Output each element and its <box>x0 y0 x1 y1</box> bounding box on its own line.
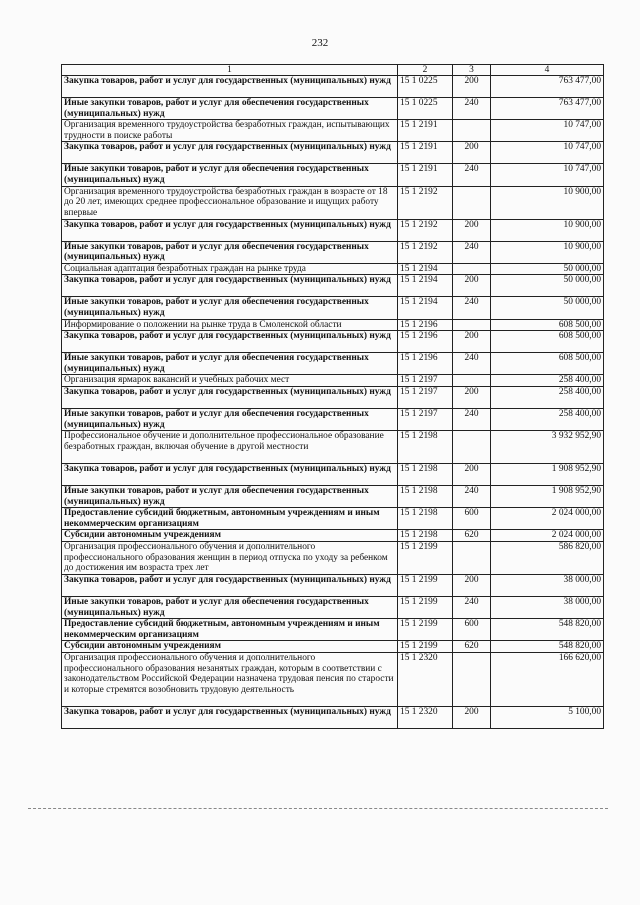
row-type-cell: 600 <box>453 508 491 530</box>
page-number: 232 <box>311 37 329 49</box>
table-row <box>62 619 604 641</box>
row-code-cell: 15 1 0225 <box>398 98 453 120</box>
row-type-cell: 620 <box>453 641 491 653</box>
table-row <box>62 530 604 542</box>
row-amount-cell: 608 500,00 <box>491 353 604 375</box>
row-type-cell: 600 <box>453 619 491 641</box>
row-name-cell: Социальная адаптация безработных граждан на рынке труда <box>62 263 398 275</box>
row-amount-cell: 38 000,00 <box>491 597 604 619</box>
row-name-cell: Организация профессионального обучения и дополнительного профессионального образования женщин в период отпуска по уходу за ребенком до достижения им возраста трех лет <box>62 542 398 575</box>
row-name-cell: Информирование о положении на рынке труда в Смоленской области <box>62 319 398 331</box>
row-type-cell: 240 <box>453 164 491 186</box>
row-type-cell: 200 <box>453 219 491 241</box>
row-amount-cell: 38 000,00 <box>491 575 604 597</box>
row-name-cell: Иные закупки товаров, работ и услуг для обеспечения государственных (муниципальных) нужд <box>62 408 398 430</box>
row-name-cell: Закупка товаров, работ и услуг для государственных (муниципальных) нужд <box>62 142 398 164</box>
row-amount-cell: 166 620,00 <box>491 653 604 707</box>
row-type-cell: 240 <box>453 241 491 263</box>
table-row <box>62 408 604 430</box>
row-amount-cell: 2 024 000,00 <box>491 530 604 542</box>
row-amount-cell: 258 400,00 <box>491 375 604 387</box>
row-amount-cell: 1 908 952,90 <box>491 486 604 508</box>
row-name-cell: Предоставление субсидий бюджетным, автономным учреждениям и иным некоммерческим организациям <box>62 508 398 530</box>
row-amount-cell: 763 477,00 <box>491 76 604 98</box>
table-row <box>62 575 604 597</box>
row-type-cell <box>453 431 491 464</box>
row-amount-cell: 5 100,00 <box>491 707 604 729</box>
column-header-name: 1 <box>62 65 398 76</box>
row-name-cell: Организация временного трудоустройства безработных граждан в возрасте от 18 до 20 лет, имеющих среднее профессиональное образование и ищущих работу впервые <box>62 186 398 219</box>
row-type-cell: 240 <box>453 597 491 619</box>
table-row <box>62 275 604 297</box>
row-name-cell: Иные закупки товаров, работ и услуг для обеспечения государственных (муниципальных) нужд <box>62 241 398 263</box>
row-name-cell: Иные закупки товаров, работ и услуг для обеспечения государственных (муниципальных) нужд <box>62 164 398 186</box>
row-amount-cell: 548 820,00 <box>491 619 604 641</box>
row-type-cell: 240 <box>453 98 491 120</box>
row-amount-cell: 50 000,00 <box>491 297 604 319</box>
table-row <box>62 98 604 120</box>
row-code-cell: 15 1 2197 <box>398 375 453 387</box>
row-name-cell: Иные закупки товаров, работ и услуг для обеспечения государственных (муниципальных) нужд <box>62 98 398 120</box>
table-row <box>62 597 604 619</box>
row-name-cell: Закупка товаров, работ и услуг для государственных (муниципальных) нужд <box>62 219 398 241</box>
column-header-code: 2 <box>398 65 453 76</box>
row-type-cell: 240 <box>453 408 491 430</box>
row-name-cell: Предоставление субсидий бюджетным, автономным учреждениям и иным некоммерческим организациям <box>62 619 398 641</box>
row-name-cell: Организация профессионального обучения и дополнительного профессионального образования незанятых граждан, которым в соответствии с законодательством Российской Федерации назначена трудовая пенсия по старости и которые стремятся возобновить трудовую деятельность <box>62 653 398 707</box>
row-type-cell: 620 <box>453 530 491 542</box>
row-code-cell: 15 1 2196 <box>398 353 453 375</box>
row-amount-cell: 10 747,00 <box>491 164 604 186</box>
row-amount-cell: 10 900,00 <box>491 219 604 241</box>
row-code-cell: 15 1 2196 <box>398 331 453 353</box>
row-code-cell: 15 1 2320 <box>398 707 453 729</box>
table-row <box>62 76 604 98</box>
row-name-cell: Закупка товаров, работ и услуг для государственных (муниципальных) нужд <box>62 575 398 597</box>
table-row <box>62 375 604 387</box>
row-code-cell: 15 1 2194 <box>398 275 453 297</box>
row-amount-cell: 10 747,00 <box>491 142 604 164</box>
row-amount-cell: 10 900,00 <box>491 241 604 263</box>
row-type-cell: 200 <box>453 707 491 729</box>
table-row <box>62 186 604 219</box>
row-type-cell <box>453 375 491 387</box>
row-name-cell: Организация временного трудоустройства безработных граждан, испытывающих трудности в поиске работы <box>62 120 398 142</box>
row-amount-cell: 763 477,00 <box>491 98 604 120</box>
row-code-cell: 15 1 2194 <box>398 263 453 275</box>
row-name-cell: Субсидии автономным учреждениям <box>62 530 398 542</box>
row-type-cell: 200 <box>453 464 491 486</box>
table-row <box>62 120 604 142</box>
row-code-cell: 15 1 2191 <box>398 120 453 142</box>
table-row <box>62 386 604 408</box>
row-type-cell: 200 <box>453 275 491 297</box>
row-type-cell: 240 <box>453 297 491 319</box>
table-row <box>62 653 604 707</box>
row-code-cell: 15 1 2198 <box>398 464 453 486</box>
row-code-cell: 15 1 2199 <box>398 542 453 575</box>
table-row <box>62 464 604 486</box>
scan-artifact-line <box>28 808 608 809</box>
row-code-cell: 15 1 2194 <box>398 297 453 319</box>
row-type-cell: 200 <box>453 386 491 408</box>
row-code-cell: 15 1 2192 <box>398 186 453 219</box>
row-code-cell: 15 1 2198 <box>398 431 453 464</box>
row-amount-cell: 258 400,00 <box>491 408 604 430</box>
row-code-cell: 15 1 2199 <box>398 619 453 641</box>
table-row <box>62 707 604 729</box>
table-row <box>62 641 604 653</box>
table-row <box>62 241 604 263</box>
row-code-cell: 15 1 2320 <box>398 653 453 707</box>
row-type-cell: 200 <box>453 331 491 353</box>
row-code-cell: 15 1 2199 <box>398 641 453 653</box>
row-amount-cell: 2 024 000,00 <box>491 508 604 530</box>
row-amount-cell: 548 820,00 <box>491 641 604 653</box>
row-type-cell <box>453 186 491 219</box>
row-amount-cell: 50 000,00 <box>491 263 604 275</box>
table-row <box>62 263 604 275</box>
row-code-cell: 15 1 0225 <box>398 76 453 98</box>
table-row <box>62 486 604 508</box>
table-row <box>62 431 604 464</box>
row-amount-cell: 10 747,00 <box>491 120 604 142</box>
row-type-cell <box>453 542 491 575</box>
column-header-amount: 4 <box>491 65 604 76</box>
table-row <box>62 331 604 353</box>
row-code-cell: 15 1 2197 <box>398 408 453 430</box>
row-code-cell: 15 1 2198 <box>398 486 453 508</box>
row-type-cell <box>453 263 491 275</box>
row-amount-cell: 10 900,00 <box>491 186 604 219</box>
row-code-cell: 15 1 2199 <box>398 575 453 597</box>
row-type-cell: 240 <box>453 353 491 375</box>
row-name-cell: Закупка товаров, работ и услуг для государственных (муниципальных) нужд <box>62 275 398 297</box>
row-name-cell: Иные закупки товаров, работ и услуг для обеспечения государственных (муниципальных) нужд <box>62 597 398 619</box>
row-amount-cell: 1 908 952,90 <box>491 464 604 486</box>
row-code-cell: 15 1 2191 <box>398 164 453 186</box>
row-name-cell: Иные закупки товаров, работ и услуг для обеспечения государственных (муниципальных) нужд <box>62 353 398 375</box>
row-type-cell: 240 <box>453 486 491 508</box>
row-type-cell: 200 <box>453 575 491 597</box>
row-type-cell <box>453 319 491 331</box>
row-name-cell: Закупка товаров, работ и услуг для государственных (муниципальных) нужд <box>62 76 398 98</box>
table-row <box>62 219 604 241</box>
row-amount-cell: 608 500,00 <box>491 319 604 331</box>
table-row <box>62 297 604 319</box>
row-name-cell: Субсидии автономным учреждениям <box>62 641 398 653</box>
row-code-cell: 15 1 2192 <box>398 241 453 263</box>
table-header-row <box>62 65 604 76</box>
row-name-cell: Профессиональное обучение и дополнительное профессиональное образование безработных граждан, включая обучение в другой местности <box>62 431 398 464</box>
table-row <box>62 508 604 530</box>
row-type-cell: 200 <box>453 76 491 98</box>
table-row <box>62 319 604 331</box>
row-type-cell <box>453 653 491 707</box>
row-type-cell <box>453 120 491 142</box>
row-code-cell: 15 1 2199 <box>398 597 453 619</box>
row-name-cell: Закупка товаров, работ и услуг для государственных (муниципальных) нужд <box>62 331 398 353</box>
row-type-cell: 200 <box>453 142 491 164</box>
row-name-cell: Закупка товаров, работ и услуг для государственных (муниципальных) нужд <box>62 386 398 408</box>
table-row <box>62 542 604 575</box>
budget-table <box>61 64 604 729</box>
row-amount-cell: 3 932 952,90 <box>491 431 604 464</box>
column-header-type: 3 <box>453 65 491 76</box>
row-code-cell: 15 1 2197 <box>398 386 453 408</box>
row-code-cell: 15 1 2192 <box>398 219 453 241</box>
row-name-cell: Закупка товаров, работ и услуг для государственных (муниципальных) нужд <box>62 707 398 729</box>
row-amount-cell: 586 820,00 <box>491 542 604 575</box>
row-name-cell: Закупка товаров, работ и услуг для государственных (муниципальных) нужд <box>62 464 398 486</box>
row-code-cell: 15 1 2198 <box>398 508 453 530</box>
table-row <box>62 353 604 375</box>
row-name-cell: Иные закупки товаров, работ и услуг для обеспечения государственных (муниципальных) нужд <box>62 486 398 508</box>
row-code-cell: 15 1 2198 <box>398 530 453 542</box>
table-row <box>62 164 604 186</box>
row-amount-cell: 608 500,00 <box>491 331 604 353</box>
row-amount-cell: 258 400,00 <box>491 386 604 408</box>
table-row <box>62 142 604 164</box>
row-name-cell: Иные закупки товаров, работ и услуг для обеспечения государственных (муниципальных) нужд <box>62 297 398 319</box>
row-code-cell: 15 1 2191 <box>398 142 453 164</box>
row-name-cell: Организация ярмарок вакансий и учебных рабочих мест <box>62 375 398 387</box>
row-amount-cell: 50 000,00 <box>491 275 604 297</box>
row-code-cell: 15 1 2196 <box>398 319 453 331</box>
